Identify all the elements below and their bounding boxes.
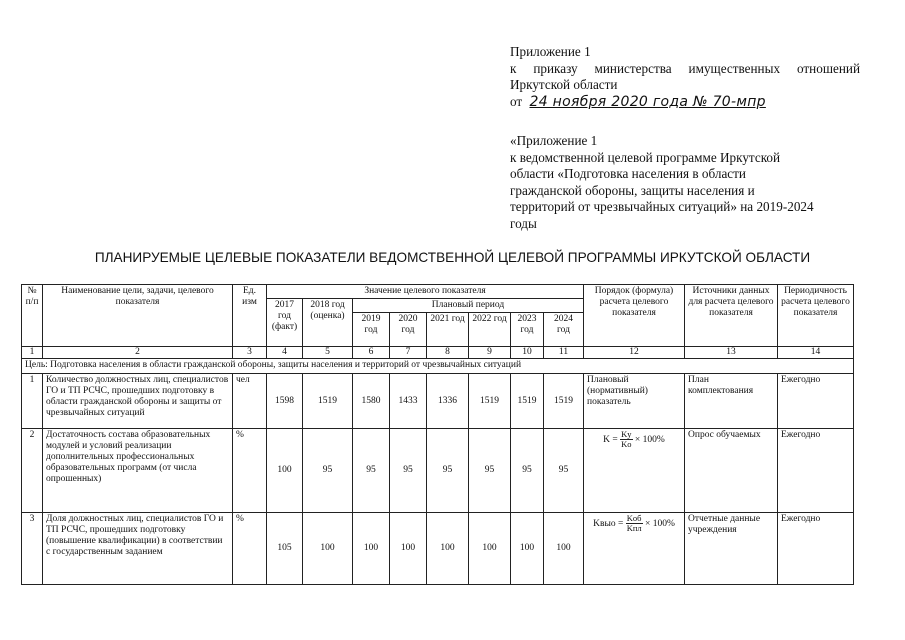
calc-formula: Плановый (нормативный) показатель [584, 374, 685, 429]
indicator-name: Количество должностных лиц, специалистов ГО и ТП РСЧС, прошедших подготовку в области гражданской обороны и защиты от чрезвычайных ситуаций [43, 374, 233, 429]
value-2022: 1519 [469, 374, 511, 429]
calc-period: Ежегодно [778, 429, 854, 513]
header-period: Периодичность расчета целевого показателя [778, 285, 854, 347]
column-number: 5 [303, 347, 353, 359]
appendix-1-heading: Приложение 1 [510, 44, 591, 59]
value-2019: 100 [353, 513, 390, 585]
value-2023: 1519 [511, 374, 544, 429]
formula-fraction [620, 430, 632, 449]
column-number: 7 [390, 347, 427, 359]
value-2023: 95 [511, 429, 544, 513]
value-2021: 1336 [427, 374, 469, 429]
appendix-1-region-line: Иркутской области [510, 77, 618, 92]
row-number: 1 [22, 374, 43, 429]
calc-formula [584, 429, 685, 513]
formula-lhs: K = [603, 434, 618, 445]
indicator-unit: % [233, 513, 267, 585]
value-2019: 1580 [353, 374, 390, 429]
formula-rhs: × 100% [645, 518, 675, 529]
value-2021: 95 [427, 429, 469, 513]
value-2019: 95 [353, 429, 390, 513]
column-number: 14 [778, 347, 854, 359]
value-2017: 1598 [267, 374, 303, 429]
column-number: 4 [267, 347, 303, 359]
value-2024: 100 [544, 513, 584, 585]
header-2021: 2021 год [427, 313, 469, 347]
header-2022: 2022 год [469, 313, 511, 347]
header-2019: 2019 год [353, 313, 390, 347]
value-2022: 95 [469, 429, 511, 513]
table-row [22, 374, 854, 429]
value-2018: 100 [303, 513, 353, 585]
column-number: 6 [353, 347, 390, 359]
value-2021: 100 [427, 513, 469, 585]
value-2024: 1519 [544, 374, 584, 429]
value-2023: 100 [511, 513, 544, 585]
header-2023: 2023 год [511, 313, 544, 347]
appendix-1-order-line: к приказу министерства имущественных отношений [510, 60, 860, 76]
calc-formula [584, 513, 685, 585]
appendix-2-block [510, 133, 860, 232]
from-label: от [510, 93, 523, 109]
appendix-1-block [510, 44, 860, 110]
column-number: 10 [511, 347, 544, 359]
header-unit: Ед. изм [233, 285, 267, 347]
appendix-2-line-3: области «Подготовка населения в области [510, 166, 746, 181]
data-source: Опрос обучаемых [685, 429, 778, 513]
value-2018: 1519 [303, 374, 353, 429]
value-2017: 105 [267, 513, 303, 585]
handwritten-date-number: 24 ноября 2020 года № 70-мпр [529, 93, 766, 110]
header-source: Источники данных для расчета целевого показателя [685, 285, 778, 347]
goal-row: Цель: Подготовка населения в области гражданской обороны, защиты населения и территорий от чрезвычайных ситуаций [22, 359, 854, 374]
header-planned-period: Плановый период [353, 299, 584, 313]
table-row [22, 513, 854, 585]
value-2017: 100 [267, 429, 303, 513]
column-number: 8 [427, 347, 469, 359]
appendix-2-line-2: к ведомственной целевой программе Иркутской [510, 149, 781, 165]
appendix-1-date-line [510, 94, 860, 111]
document-title: ПЛАНИРУЕМЫЕ ЦЕЛЕВЫЕ ПОКАЗАТЕЛИ ВЕДОМСТВЕННОЙ ЦЕЛЕВОЙ ПРОГРАММЫ ИРКУТСКОЙ ОБЛАСТИ [94, 250, 811, 265]
header-2024: 2024 год [544, 313, 584, 347]
calc-period: Ежегодно [778, 374, 854, 429]
indicator-unit: чел [233, 374, 267, 429]
data-source: Отчетные данные учреждения [685, 513, 778, 585]
value-2020: 95 [390, 429, 427, 513]
value-2018: 95 [303, 429, 353, 513]
column-number: 2 [43, 347, 233, 359]
value-2020: 1433 [390, 374, 427, 429]
formula-denominator: Kо [621, 439, 632, 449]
row-number: 2 [22, 429, 43, 513]
header-name: Наименование цели, задачи, целевого показателя [43, 285, 233, 347]
appendix-2-heading: «Приложение 1 [510, 133, 598, 148]
header-formula: Порядок (формула) расчета целевого показателя [584, 285, 685, 347]
header-2020: 2020 год [390, 313, 427, 347]
column-number: 3 [233, 347, 267, 359]
formula-k [603, 429, 665, 449]
appendix-2-line-4: гражданской обороны, защиты населения и [510, 182, 755, 198]
formula-rhs: × 100% [634, 434, 665, 445]
column-number: 11 [544, 347, 584, 359]
formula-numerator: Kу [621, 429, 632, 439]
value-2024: 95 [544, 429, 584, 513]
indicators-table [21, 284, 854, 585]
appendix-2-line-5: территорий от чрезвычайных ситуаций» на 2019-2024 [510, 199, 814, 214]
formula-lhs: Kвыо = [593, 518, 624, 529]
header-num: № п/п [22, 285, 43, 347]
header-2018: 2018 год (оценка) [303, 299, 353, 347]
table-row [22, 429, 854, 513]
appendix-2-line-6: годы [510, 215, 537, 231]
indicator-name: Доля должностных лиц, специалистов ГО и ТП РСЧС, прошедших подготовку (повышение квалификации) в соответствии с государственным заданием [43, 513, 233, 585]
value-2022: 100 [469, 513, 511, 585]
indicator-name: Достаточность состава образовательных модулей и условий реализации дополнительных профессиональных образовательных программ (от числа опрошенных) [43, 429, 233, 513]
data-source: План комплектования [685, 374, 778, 429]
header-value-group: Значение целевого показателя [267, 285, 584, 299]
indicator-unit: % [233, 429, 267, 513]
column-number: 12 [584, 347, 685, 359]
formula-kvyo [593, 513, 675, 533]
column-number: 13 [685, 347, 778, 359]
value-2020: 100 [390, 513, 427, 585]
column-number: 1 [22, 347, 43, 359]
formula-denominator: Kпл [626, 523, 642, 533]
row-number: 3 [22, 513, 43, 585]
column-number-row [22, 347, 854, 359]
calc-period: Ежегодно [778, 513, 854, 585]
header-2017: 2017 год (факт) [267, 299, 303, 347]
column-number: 9 [469, 347, 511, 359]
formula-numerator: Kоб [626, 513, 642, 523]
formula-fraction [626, 514, 643, 533]
